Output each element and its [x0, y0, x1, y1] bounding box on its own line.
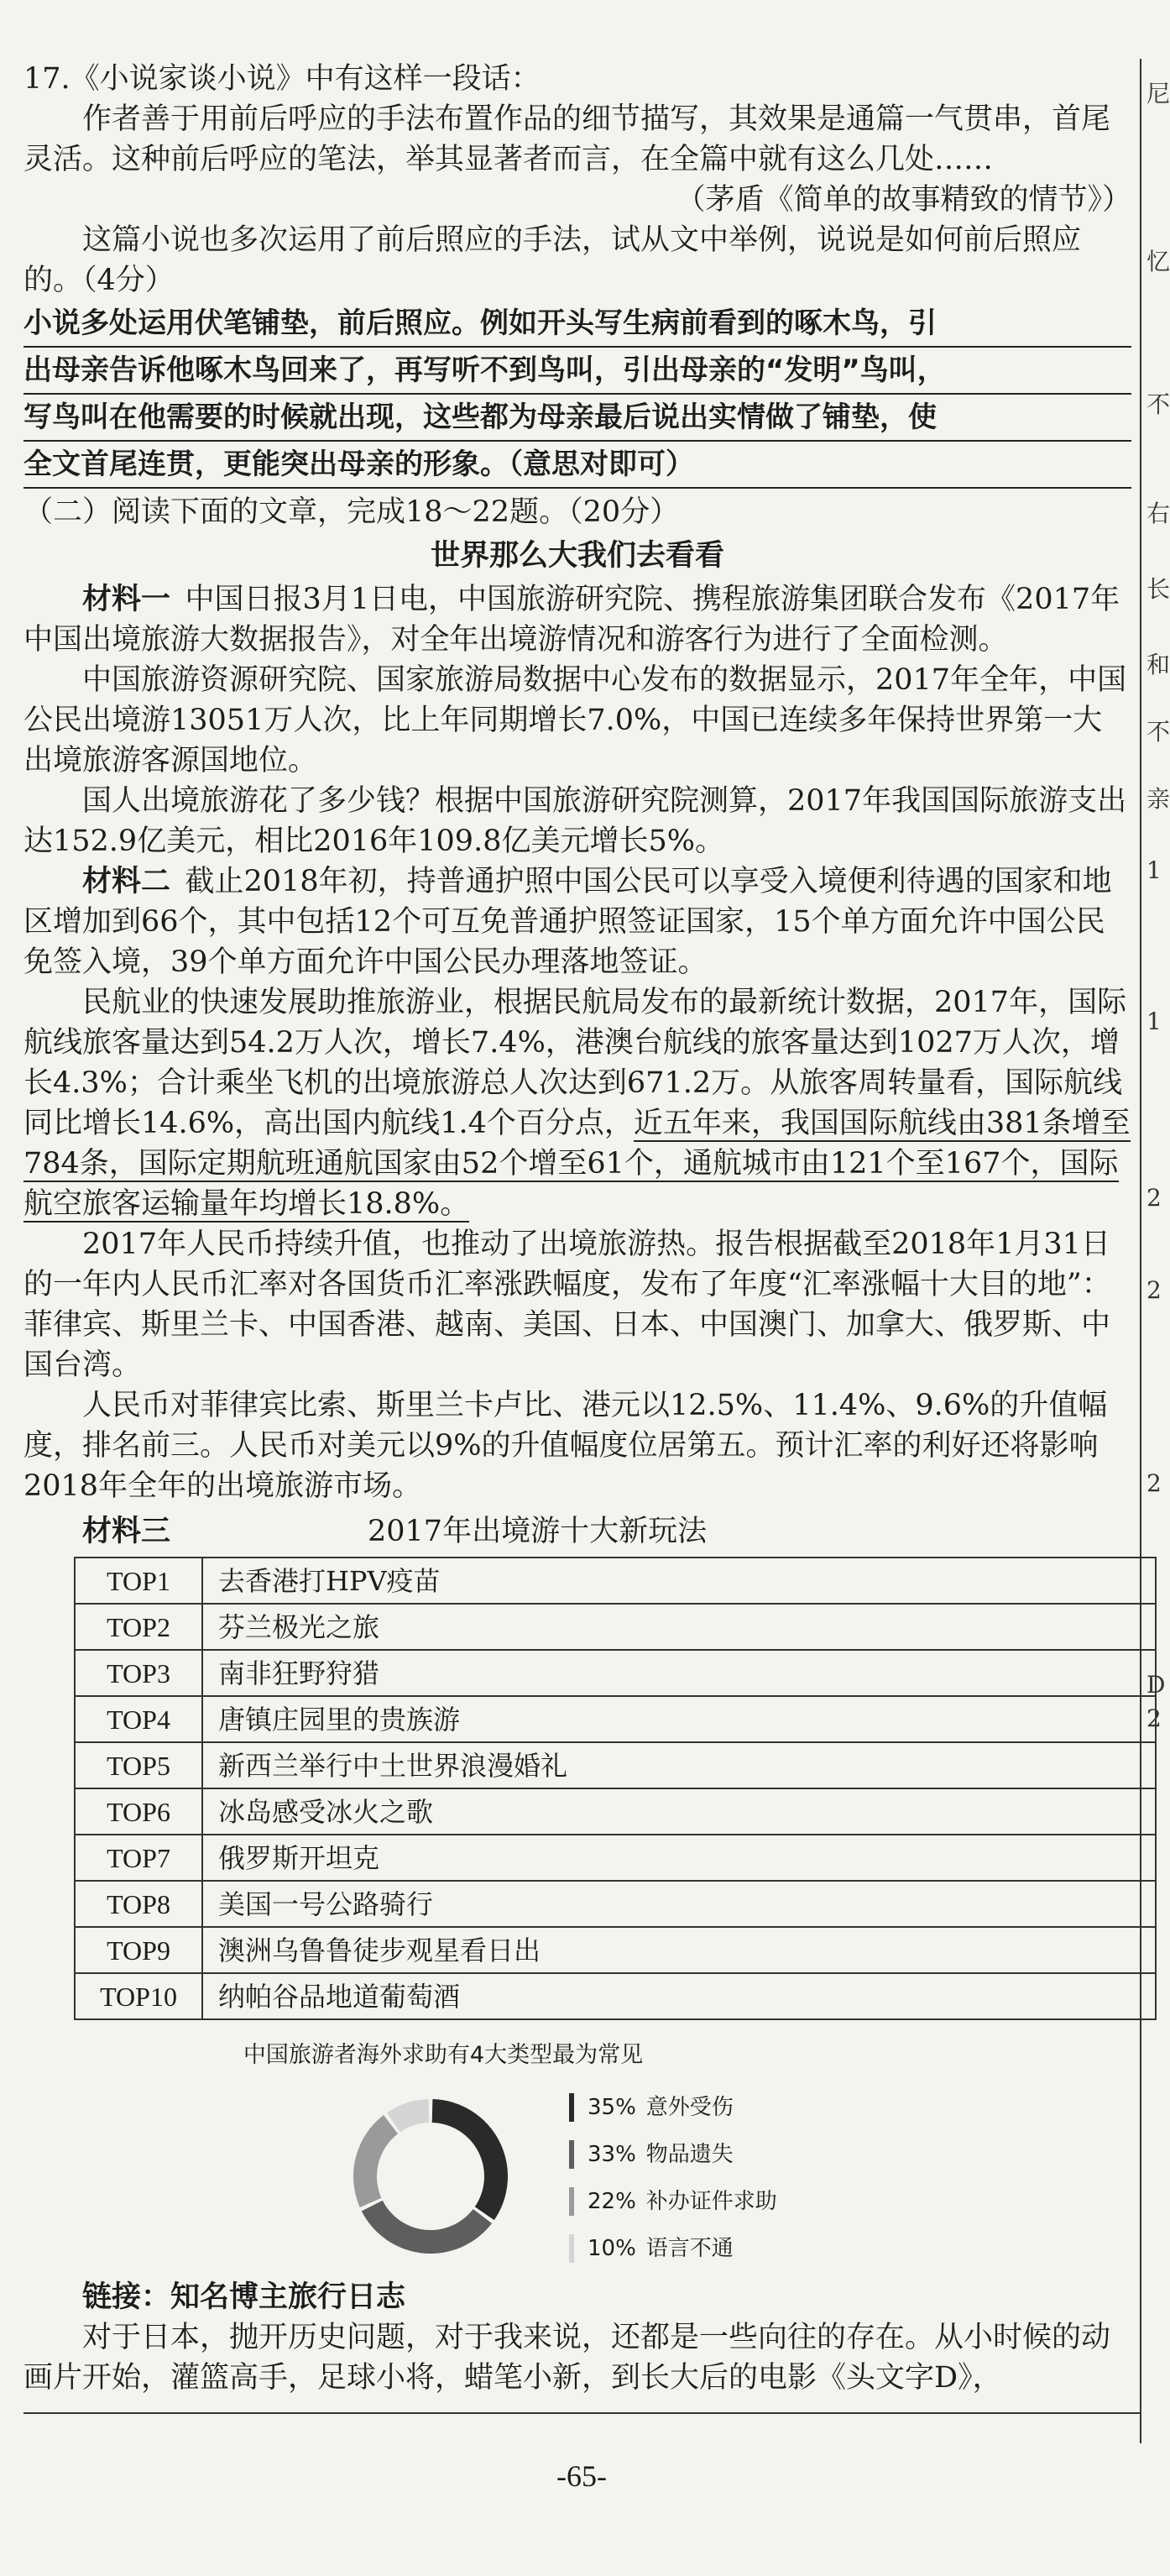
material-3-header — [24, 1511, 1131, 1552]
legend-swatch — [569, 2140, 574, 2169]
material-2-text-1: 截止2018年初，持普通护照中国公民可以享受入境便利待遇的国家和地区增加到66个，其中包括12个可互免普通护照签证国家，15个单方面允许中国公民免签入境，39个单方面允许中国公民办理落地签证。 — [24, 865, 1112, 979]
margin-mark: 长 — [1146, 575, 1170, 603]
table-row — [75, 1742, 1156, 1788]
item-cell: 南非狂野狩猎 — [202, 1650, 1156, 1696]
table-row — [75, 1696, 1156, 1742]
rank-cell: TOP10 — [75, 1973, 202, 2019]
question-17-answer — [24, 301, 1131, 489]
section-2-head: （二）阅读下面的文章，完成18～22题。（20分） — [24, 495, 680, 529]
article-title: 世界那么大我们去看看 — [430, 539, 724, 573]
legend-item — [569, 2225, 777, 2272]
margin-mark: 2 — [1146, 1704, 1162, 1732]
material-2-para-3: 2017年人民币持续升值，也推动了出境旅游热。报告根据截至2018年1月31日的一年内人民币汇率对各国货币汇率涨跌幅度，发布了年度“汇率涨幅十大目的地”：菲律宾、斯里兰卡、中国香港、越南、美国、日本、中国澳门、加拿大、俄罗斯、中国台湾。 — [24, 1228, 1111, 1382]
answer-line: 出母亲告诉他啄木鸟回来了，再写听不到鸟叫，引出母亲的“发明”鸟叫， — [24, 348, 1131, 395]
chart-title: 中国旅游者海外求助有4大类型最为常见 — [243, 2042, 644, 2068]
item-cell: 美国一号公路骑行 — [202, 1881, 1156, 1927]
material-2-para-2 — [24, 982, 1131, 1224]
item-cell: 唐镇庄园里的贵族游 — [202, 1696, 1156, 1742]
legend-label: 物品遗失 — [645, 2142, 734, 2167]
table-row — [75, 1881, 1156, 1927]
rank-cell: TOP3 — [75, 1650, 202, 1696]
legend-swatch — [569, 2234, 574, 2263]
legend-value: 35% — [588, 2095, 636, 2120]
legend-item — [569, 2131, 777, 2178]
answer-line: 全文首尾连贯，更能突出母亲的形象。（意思对即可） — [24, 442, 1131, 489]
donut-slice — [432, 2099, 508, 2220]
margin-mark: 和 — [1146, 651, 1170, 678]
margin-mark: D — [1146, 1671, 1166, 1699]
table-row — [75, 1788, 1156, 1835]
material-1-para-3: 国人出境旅游花了多少钱？根据中国旅游研究院测算，2017年我国国际旅游支出达152.9亿美元，相比2016年109.8亿美元增长5%。 — [24, 784, 1127, 858]
bottom-rule — [24, 2412, 1140, 2414]
material-1-para-2: 中国旅游资源研究院、国家旅游局数据中心发布的数据显示，2017年全年，中国公民出境游13051万人次，比上年同期增长7.0%，中国已连续多年保持世界第一大出境旅游客源国地位。 — [24, 663, 1127, 778]
margin-mark: 不 — [1146, 390, 1170, 418]
margin-mark: 忆 — [1146, 248, 1170, 275]
table-row — [75, 1650, 1156, 1696]
legend-label: 语言不通 — [645, 2236, 734, 2261]
rank-cell: TOP6 — [75, 1788, 202, 1835]
right-margin-rule — [1140, 59, 1141, 2443]
material-1-label: 材料一 — [82, 583, 171, 616]
material-2-label: 材料二 — [82, 865, 171, 898]
legend-swatch — [569, 2093, 574, 2122]
margin-mark: 右 — [1146, 500, 1170, 527]
item-cell: 去香港打HPV疫苗 — [202, 1558, 1156, 1604]
legend-label: 补办证件求助 — [645, 2189, 777, 2214]
item-cell: 芬兰极光之旅 — [202, 1604, 1156, 1650]
legend-swatch — [569, 2187, 574, 2216]
chart-legend — [569, 2084, 777, 2272]
margin-mark: 2 — [1146, 1184, 1162, 1212]
margin-mark: 1 — [1146, 1008, 1162, 1035]
item-cell: 冰岛感受冰火之歌 — [202, 1788, 1156, 1835]
answer-line: 小说多处运用伏笔铺垫，前后照应。例如开头写生病前看到的啄木鸟，引 — [24, 301, 1131, 348]
question-17-quote: 作者善于用前后呼应的手法布置作品的细节描写，其效果是通篇一气贯串，首尾灵活。这种前后呼应的笔法，举其显著者而言，在全篇中就有这么几处…… — [24, 102, 1111, 176]
item-cell: 澳洲乌鲁鲁徒步观星看日出 — [202, 1927, 1156, 1973]
margin-mark: 尼 — [1146, 80, 1170, 107]
rank-cell: TOP9 — [75, 1927, 202, 1973]
material-2-underlined-text: 近五年来，我国国际航线由381条增至784条，国际定期航班通航国家由52个增至61个，通航城市由121个至167个，国际航空旅客运输量年均增长18.8%。 — [24, 1107, 1131, 1221]
material-2-text-2a: 民航业的快速发展助推旅游业，根据民航局发布的最新统计数据，2017年，国际航线旅客量达到54.2万人次，增长7.4%，港澳台航线的旅客量达到1027万人次，增长4.3%；合计乘坐飞机的出境旅游总人次达到671.2万。从旅客周转量看，国际航线同比增长14.6%，高出国内航线1.4个百分点， — [24, 986, 1127, 1140]
material-1-text-1: 中国日报3月1日电，中国旅游研究院、携程旅游集团联合发布《2017年中国出境旅游大数据报告》，对全年出境游情况和游客行为进行了全面检测。 — [24, 583, 1120, 657]
question-17-head: 17.《小说家谈小说》中有这样一段话： — [24, 62, 541, 96]
link-para-1: 对于日本，抛开历史问题，对于我来说，还都是一些向往的存在。从小时候的动画片开始，灌篮高手，足球小将，蜡笔小新，到长大后的电影《头文字D》， — [24, 2321, 1111, 2395]
question-17-prompt: 这篇小说也多次运用了前后照应的手法，试从文中举例，说说是如何前后照应的。（4分） — [24, 223, 1082, 297]
table-row — [75, 1835, 1156, 1881]
legend-value: 33% — [588, 2142, 636, 2167]
material-3-label: 材料三 — [82, 1515, 171, 1548]
donut-slice — [387, 2099, 429, 2132]
item-cell: 纳帕谷品地道葡萄酒 — [202, 1973, 1156, 2019]
table-row — [75, 1604, 1156, 1650]
answer-line: 写鸟叫在他需要的时候就出现，这些都为母亲最后说出实情做了铺垫，使 — [24, 395, 1131, 442]
legend-label: 意外受伤 — [645, 2095, 734, 2120]
rank-cell: TOP1 — [75, 1558, 202, 1604]
rank-cell: TOP2 — [75, 1604, 202, 1650]
legend-value: 22% — [588, 2189, 636, 2214]
table-row — [75, 1558, 1156, 1604]
margin-mark: 2 — [1146, 1469, 1162, 1497]
donut-slice — [362, 2201, 492, 2254]
help-type-chart — [24, 2035, 1131, 2270]
legend-value: 10% — [588, 2236, 636, 2261]
material-1-para-1 — [24, 579, 1131, 660]
rank-cell: TOP8 — [75, 1881, 202, 1927]
item-cell: 俄罗斯开坦克 — [202, 1835, 1156, 1881]
margin-mark: 2 — [1146, 1276, 1162, 1304]
page-content — [24, 59, 1131, 2398]
margin-mark: 1 — [1146, 856, 1162, 884]
rank-cell: TOP5 — [75, 1742, 202, 1788]
table-row — [75, 1927, 1156, 1973]
rank-cell: TOP4 — [75, 1696, 202, 1742]
table-row — [75, 1973, 1156, 2019]
legend-item — [569, 2178, 777, 2225]
margin-mark: 亲 — [1146, 785, 1170, 813]
link-title: 链接：知名博主旅行日志 — [82, 2280, 406, 2314]
margin-mark: 不 — [1146, 718, 1170, 746]
table-title: 2017年出境游十大新玩法 — [368, 1515, 708, 1548]
material-2-para-1 — [24, 861, 1131, 982]
donut-slice — [353, 2115, 398, 2207]
rank-cell: TOP7 — [75, 1835, 202, 1881]
page-number: -65- — [556, 2459, 607, 2493]
donut-chart — [347, 2092, 514, 2260]
top10-table — [74, 1557, 1157, 2020]
item-cell: 新西兰举行中土世界浪漫婚礼 — [202, 1742, 1156, 1788]
material-2-para-4: 人民币对菲律宾比索、斯里兰卡卢比、港元以12.5%、11.4%、9.6%的升值幅度，排名前三。人民币对美元以9%的升值幅度位居第五。预计汇率的利好还将影响2018年全年的出境旅游市场。 — [24, 1389, 1108, 1503]
legend-item — [569, 2084, 777, 2131]
question-17-source: （茅盾《简单的故事精致的情节》） — [676, 183, 1131, 217]
